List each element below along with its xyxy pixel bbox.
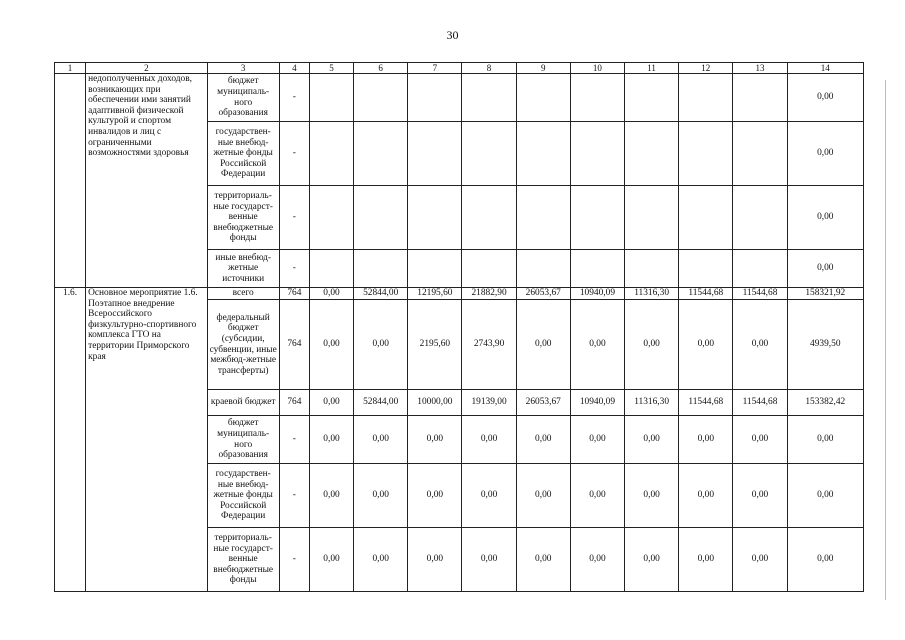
header-cell: 3 [207,63,279,74]
table-cell: 10940,09 [570,288,624,300]
header-cell: 13 [733,63,787,74]
table-cell: 0,00 [787,528,863,592]
table-cell: 764 [279,288,309,300]
table-cell: 2743,90 [462,300,516,390]
table-cell: 0,00 [679,416,733,464]
table-cell: 0,00 [354,300,408,390]
table-cell: 0,00 [625,300,679,390]
table-cell: - [279,122,309,186]
row-number-cell [55,74,86,288]
header-cell: 14 [787,63,863,74]
table-cell: 0,00 [733,300,787,390]
funding-source: территориаль-ные государст-венные внебюджетные фонды [207,528,279,592]
table-cell: 12195,60 [408,288,462,300]
header-cell: 6 [354,63,408,74]
table-cell: 21882,90 [462,288,516,300]
table-cell: 0,00 [408,416,462,464]
table-cell: 26053,67 [516,288,570,300]
page-number: 30 [446,28,459,42]
table-cell: 10940,09 [570,390,624,416]
table-cell: 0,00 [787,464,863,528]
activity-description: Основное мероприятие 1.6. Поэтапное внедрение Всероссийского физкультурно-спортивного комплекса ГТО на территории Приморского края [86,288,207,592]
row-number-cell: 1.6. [55,288,86,592]
header-cell: 2 [86,63,207,74]
table-cell: 0,00 [516,464,570,528]
header-cell: 9 [516,63,570,74]
budget-table [54,62,864,592]
table-cell: 0,00 [309,464,353,528]
header-cell: 10 [570,63,624,74]
table-cell: 0,00 [570,464,624,528]
funding-source: федеральный бюджет (субсидии, субвенции, иные межбюд-жетные трансферты) [207,300,279,390]
table-cell: 52844,00 [354,390,408,416]
table-cell: 4939,50 [787,300,863,390]
table-cell: - [279,528,309,592]
table-cell: 0,00 [354,528,408,592]
header-cell: 5 [309,63,353,74]
table-cell: 0,00 [679,528,733,592]
funding-source: краевой бюджет [207,390,279,416]
table-cell: 19139,00 [462,390,516,416]
table-cell: 0,00 [570,300,624,390]
header-cell: 11 [625,63,679,74]
table-cell: 0,00 [354,464,408,528]
table-cell: 26053,67 [516,390,570,416]
funding-source: государствен-ные внебюд-жетные фонды Российской Федерации [207,464,279,528]
table-cell: - [279,416,309,464]
table-cell: 0,00 [309,528,353,592]
table-cell: 0,00 [625,416,679,464]
table-cell: 0,00 [408,528,462,592]
table-cell: - [279,250,309,288]
table-cell: 0,00 [309,300,353,390]
table-cell: 11544,68 [679,390,733,416]
table-cell: 0,00 [309,416,353,464]
table-cell: 0,00 [679,464,733,528]
table-cell: 0,00 [408,464,462,528]
column-number-row [55,63,864,74]
table-cell: 0,00 [787,250,863,288]
table-cell: 0,00 [787,186,863,250]
table-cell: 0,00 [733,416,787,464]
table-cell: 0,00 [679,300,733,390]
table-cell: 0,00 [462,416,516,464]
table-cell: 0,00 [570,528,624,592]
header-cell: 7 [408,63,462,74]
table-cell: 0,00 [733,464,787,528]
header-cell: 1 [55,63,86,74]
table-cell: 11544,68 [733,390,787,416]
table-cell: 764 [279,390,309,416]
funding-source: бюджет муниципаль-ного образования [207,416,279,464]
table-row [55,288,864,300]
table-cell: 11544,68 [679,288,733,300]
funding-source: территориаль-ные государст-венные внебюджетные фонды [207,186,279,250]
table-cell: 0,00 [625,464,679,528]
table-cell: 0,00 [733,528,787,592]
table-cell: 0,00 [787,122,863,186]
table-cell: 0,00 [462,528,516,592]
table-cell: 0,00 [516,528,570,592]
table-cell: 0,00 [516,416,570,464]
activity-description: недополученных доходов, возникающих при обеспечении ими занятий адаптивной физической культурой и спортом инвалидов и лиц с ограниченными возможностями здоровья [86,74,207,288]
table-cell: 158321,92 [787,288,863,300]
funding-source: иные внебюд-жетные источники [207,250,279,288]
table-cell: 10000,00 [408,390,462,416]
table-cell: - [279,186,309,250]
header-cell: 4 [279,63,309,74]
table-cell: 11316,30 [625,288,679,300]
table-cell: 0,00 [787,74,863,122]
table-cell: 0,00 [309,288,353,300]
table-cell: 0,00 [516,300,570,390]
header-cell: 12 [679,63,733,74]
table-cell: 0,00 [787,416,863,464]
table-cell: 11316,30 [625,390,679,416]
table-cell: 52844,00 [354,288,408,300]
header-cell: 8 [462,63,516,74]
table-row [55,74,864,122]
table-cell: 0,00 [354,416,408,464]
table-cell: - [279,74,309,122]
scan-edge-line [885,80,886,600]
funding-source: государствен-ные внебюд-жетные фонды Российской Федерации [207,122,279,186]
table-cell: 11544,68 [733,288,787,300]
table-cell: 0,00 [462,464,516,528]
funding-source: всего [207,288,279,300]
table-cell: 0,00 [625,528,679,592]
table-cell: - [279,464,309,528]
table-cell: 764 [279,300,309,390]
table-cell: 2195,60 [408,300,462,390]
table-cell: 0,00 [309,390,353,416]
table-cell: 153382,42 [787,390,863,416]
funding-source: бюджет муниципаль-ного образования [207,74,279,122]
table-cell: 0,00 [570,416,624,464]
